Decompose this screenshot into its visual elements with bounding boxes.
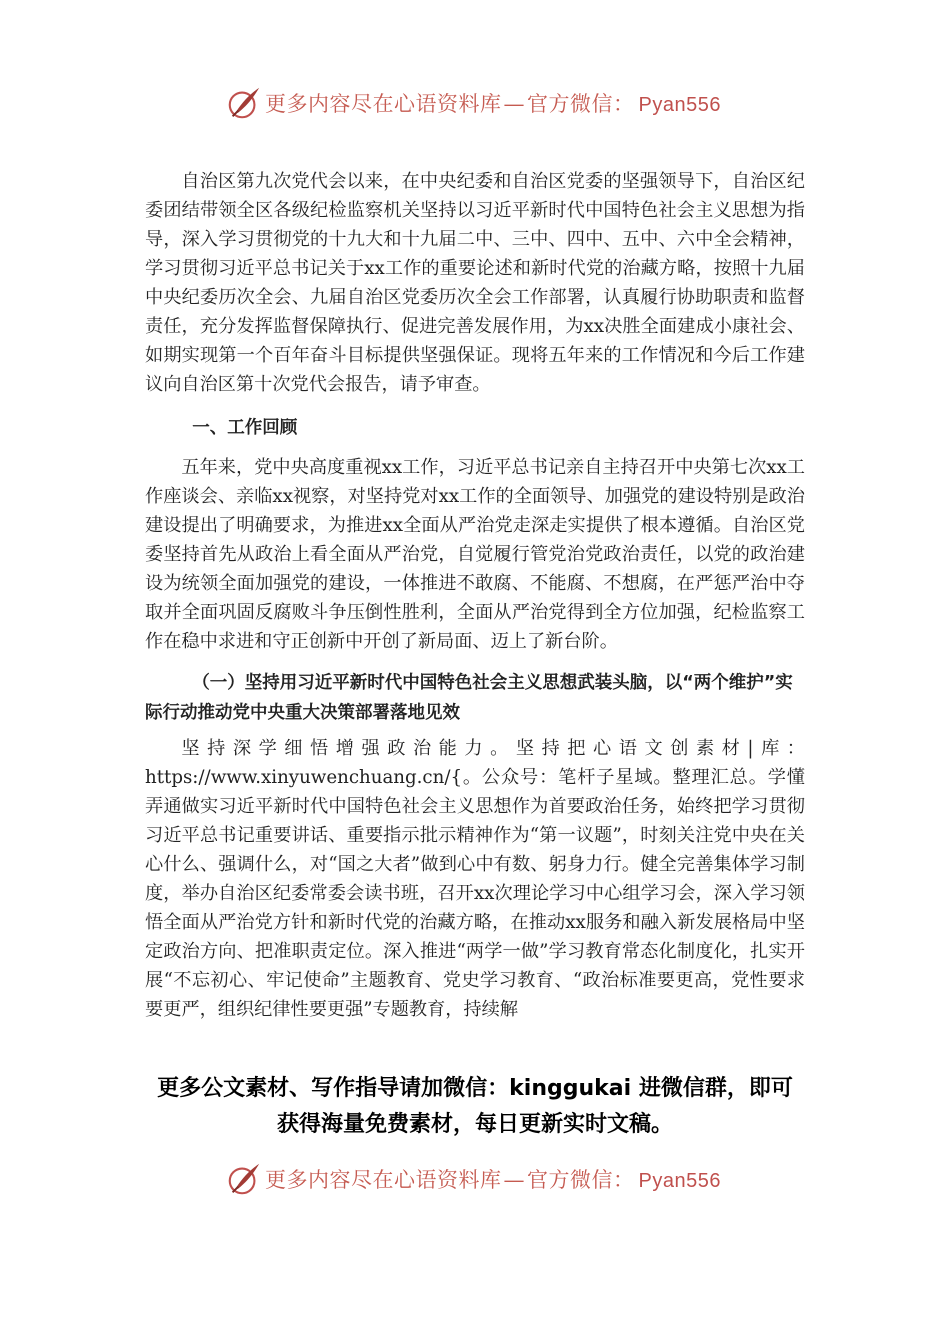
header-watermark-banner <box>0 81 950 125</box>
subsection-paragraph: 坚持深学细悟增强政治能力。坚持把心语文创素材|库：https://www.xinyuwenchuang.cn/{。公众号：笔杆子星域。整理汇总。学懂弄通做实习近平新时代中国特色社会主义思想作为首要政治任务，始终把学习贯彻习近平总书记重要讲话、重要指示批示精神作为“第一议题”，时刻关注党中央在关心什么、强调什么，对“国之大者”做到心中有数、躬身力行。健全完善集体学习制度，举办自治区纪委常委会读书班，召开xx次理论学习中心组学习会，深入学习领悟全面从严治党方针和新时代党的治藏方略，在推动xx服务和融入新发展格局中坚定政治方向、把准职责定位。深入推进“两学一做”学习教育常态化制度化，扎实开展“不忘初心、牢记使命”主题教育、党史学习教育、“政治标准要更高，党性要求要更严，组织纪律性要更强”专题教育，持续解 <box>145 738 805 1020</box>
banner-title: 更多内容尽在心语资料库 <box>265 1168 502 1192</box>
promo-notice <box>0 1071 950 1143</box>
promo-line-1: 更多公文素材、写作指导请加微信：kinggukai 进微信群，即可 <box>157 1076 793 1101</box>
banner-dash: — <box>503 1168 525 1192</box>
banner-dash: — <box>503 92 525 116</box>
banner-contact-id: Pyan556 <box>638 1170 721 1192</box>
banner-contact-id: Pyan556 <box>638 94 721 116</box>
footer-watermark-banner <box>0 1157 950 1201</box>
promo-line-2: 获得海量免费素材，每日更新实时文稿。 <box>276 1112 673 1137</box>
banner-contact-label: 官方微信： <box>527 1168 635 1192</box>
section-paragraph: 五年来，党中央高度重视xx工作，习近平总书记亲自主持召开中央第七次xx工作座谈会、亲临xx视察，对坚持党对xx工作的全面领导、加强党的建设特别是政治建设提出了明确要求，为推进xx全面从严治党走深走实提供了根本遵循。自治区党委坚持首先从政治上看全面从严治党，自觉履行管党治党政治责任，以党的政治建设为统领全面加强党的建设，一体推进不敢腐、不能腐、不想腐，在严惩严治中夺取并全面巩固反腐败斗争压倒性胜利，全面从严治党得到全方位加强，纪检监察工作在稳中求进和守正创新中开创了新局面、迈上了新台阶。 <box>145 457 805 652</box>
section-heading: 一、工作回顾 <box>192 418 298 438</box>
quill-pen-icon <box>225 1160 263 1198</box>
banner-contact-label: 官方微信： <box>527 92 635 116</box>
intro-paragraph: 自治区第九次党代会以来，在中央纪委和自治区党委的坚强领导下，自治区纪委团结带领全区各级纪检监察机关坚持以习近平新时代中国特色社会主义思想为指导，深入学习贯彻党的十九大和十九届二中、三中、四中、五中、六中全会精神，学习贯彻习近平总书记关于xx工作的重要论述和新时代党的治藏方略，按照十九届中央纪委历次全会、九届自治区党委历次全会工作部署，认真履行协助职责和监督责任，充分发挥监督保障执行、促进完善发展作用，为xx决胜全面建成小康社会、如期实现第一个百年奋斗目标提供坚强保证。现将五年来的工作情况和今后工作建议向自治区第十次党代会报告，请予审查。 <box>145 171 805 395</box>
quill-pen-icon <box>225 84 263 122</box>
banner-title: 更多内容尽在心语资料库 <box>265 92 502 116</box>
document-body <box>145 167 805 1024</box>
subsection-heading: （一）坚持用习近平新时代中国特色社会主义思想武装头脑，以“两个维护”实际行动推动党中央重大决策部署落地见效 <box>145 673 793 723</box>
